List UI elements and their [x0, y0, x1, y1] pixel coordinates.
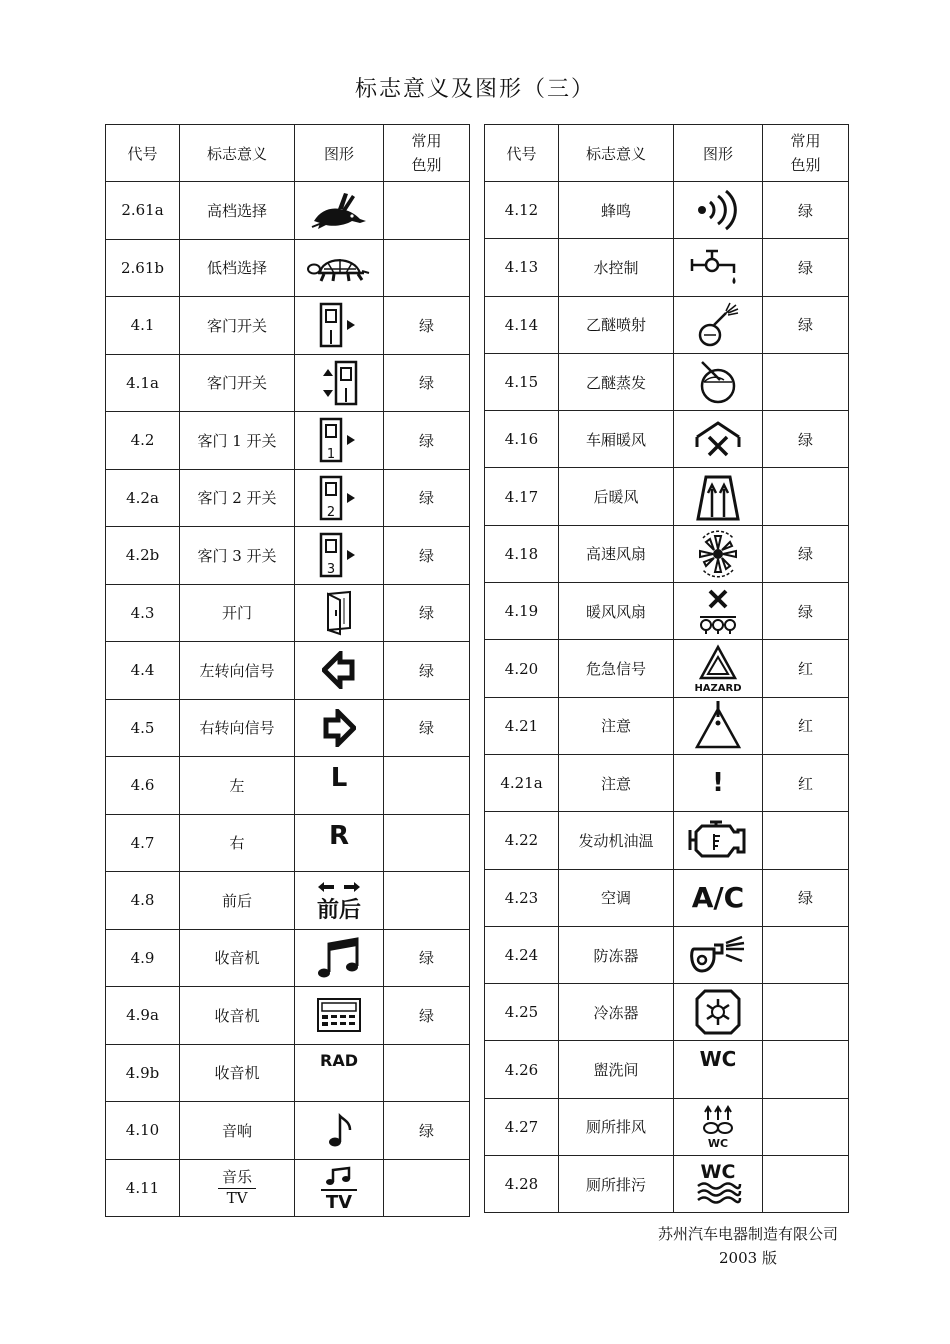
turtle-icon — [306, 249, 372, 287]
row-code: 4.3 — [106, 584, 180, 642]
table-row — [106, 354, 470, 412]
buzzer-icon — [694, 188, 742, 232]
row-meaning: 蜂鸣 — [559, 182, 674, 239]
left-letter-icon: L — [330, 763, 348, 793]
table-row — [485, 640, 849, 697]
row-meaning: 车厢暖风 — [559, 411, 674, 468]
row-figure — [295, 987, 384, 1045]
header-figure: 图形 — [674, 125, 763, 182]
row-code: 4.13 — [485, 239, 559, 296]
svg-text:2: 2 — [326, 504, 336, 520]
row-meaning: 注意 — [559, 697, 674, 754]
row-code: 4.2 — [106, 412, 180, 470]
caution-triangle-icon — [693, 701, 743, 751]
row-code: 4.26 — [485, 1041, 559, 1098]
header-code: 代号 — [106, 125, 180, 182]
rabbit-icon — [308, 189, 370, 231]
table-row — [485, 353, 849, 410]
row-figure — [295, 872, 384, 930]
row-code: 4.4 — [106, 642, 180, 700]
row-color: 红 — [763, 640, 849, 697]
row-meaning — [180, 1159, 295, 1217]
row-code: 4.16 — [485, 411, 559, 468]
row-color — [763, 1098, 849, 1155]
hazard-label: HAZARD — [694, 682, 742, 694]
row-color — [384, 757, 470, 815]
table-row — [106, 527, 470, 585]
radio-panel-icon — [316, 997, 362, 1033]
row-meaning: 客门 3 开关 — [180, 527, 295, 585]
table-row — [485, 411, 849, 468]
row-code: 4.18 — [485, 525, 559, 582]
header-color: 常用 色别 — [384, 125, 470, 182]
row-color — [763, 1156, 849, 1213]
row-meaning: 乙醚喷射 — [559, 296, 674, 353]
hazard-icon — [693, 644, 743, 694]
row-meaning: 右转向信号 — [180, 699, 295, 757]
row-meaning: 右 — [180, 814, 295, 872]
door-3-icon — [319, 532, 359, 578]
row-code: 2.61a — [106, 182, 180, 240]
row-color: 绿 — [384, 354, 470, 412]
table-row — [485, 869, 849, 926]
table-row — [485, 754, 849, 811]
table-row — [106, 1102, 470, 1160]
high-speed-fan-icon — [693, 530, 743, 578]
table-row — [106, 814, 470, 872]
row-code: 4.9b — [106, 1044, 180, 1102]
table-row — [485, 812, 849, 869]
row-meaning: 厕所排污 — [559, 1156, 674, 1213]
row-figure — [674, 353, 763, 410]
row-code: 4.1 — [106, 297, 180, 355]
table-header — [106, 125, 470, 182]
row-meaning: 发动机油温 — [559, 812, 674, 869]
row-figure — [295, 814, 384, 872]
table-header — [485, 125, 849, 182]
row-meaning: 左 — [180, 757, 295, 815]
symbol-table-right — [484, 124, 849, 1213]
row-code: 4.9 — [106, 929, 180, 987]
door-updown-icon — [319, 360, 359, 406]
front-back-label: 前后 — [316, 898, 362, 922]
row-color: 绿 — [763, 583, 849, 640]
edition: 2003 版 — [719, 1249, 777, 1267]
door-arrow-icon — [319, 302, 359, 348]
rear-heater-icon — [696, 473, 740, 521]
tv-label: TV — [325, 1191, 353, 1210]
row-meaning: 开门 — [180, 584, 295, 642]
toilet-sewage-icon — [694, 1160, 742, 1208]
header-color: 常用 色别 — [763, 125, 849, 182]
row-color — [763, 468, 849, 525]
air-conditioning-icon: A/C — [691, 881, 745, 915]
table-row — [106, 412, 470, 470]
footer — [658, 1222, 838, 1270]
eighth-note-icon — [324, 1112, 354, 1148]
row-figure — [674, 984, 763, 1041]
row-color: 绿 — [763, 296, 849, 353]
left-arrow-icon — [322, 651, 356, 689]
table-row — [106, 699, 470, 757]
row-figure — [295, 699, 384, 757]
row-color — [763, 926, 849, 983]
row-color — [384, 1044, 470, 1102]
row-code: 4.23 — [485, 869, 559, 926]
row-code: 4.28 — [485, 1156, 559, 1213]
toilet-exhaust-label: WC — [707, 1136, 729, 1150]
table-row — [485, 239, 849, 296]
row-figure — [295, 929, 384, 987]
row-code: 4.5 — [106, 699, 180, 757]
row-figure — [674, 468, 763, 525]
row-figure — [674, 1098, 763, 1155]
row-code: 4.7 — [106, 814, 180, 872]
row-meaning: 左转向信号 — [180, 642, 295, 700]
table-row — [485, 1041, 849, 1098]
row-figure — [674, 754, 763, 811]
table-row — [485, 583, 849, 640]
row-code: 4.12 — [485, 182, 559, 239]
row-figure — [674, 1041, 763, 1098]
row-meaning: 空调 — [559, 869, 674, 926]
table-row — [106, 182, 470, 240]
door-1-icon — [319, 417, 359, 463]
row-code: 4.14 — [485, 296, 559, 353]
row-meaning: 收音机 — [180, 1044, 295, 1102]
header-code: 代号 — [485, 125, 559, 182]
company-name: 苏州汽车电器制造有限公司 — [657, 1225, 838, 1243]
right-arrow-icon — [322, 709, 356, 747]
row-meaning: 厕所排风 — [559, 1098, 674, 1155]
row-figure — [674, 640, 763, 697]
row-color: 绿 — [384, 469, 470, 527]
door-2-icon — [319, 475, 359, 521]
meaning-bottom: TV — [226, 1189, 248, 1208]
right-letter-icon: R — [328, 820, 350, 851]
heater-fan-icon — [696, 587, 740, 635]
row-color: 绿 — [384, 699, 470, 757]
row-color: 绿 — [763, 411, 849, 468]
toilet-sewage-label: WC — [700, 1161, 736, 1184]
row-color — [384, 1159, 470, 1217]
row-code: 4.21a — [485, 754, 559, 811]
row-meaning: 冷冻器 — [559, 984, 674, 1041]
table-row — [485, 182, 849, 239]
row-color: 绿 — [384, 1102, 470, 1160]
row-code: 4.6 — [106, 757, 180, 815]
svg-text:3: 3 — [326, 562, 336, 578]
music-tv-icon — [319, 1166, 359, 1210]
header-meaning: 标志意义 — [180, 125, 295, 182]
row-code: 4.11 — [106, 1159, 180, 1217]
row-code: 4.8 — [106, 872, 180, 930]
row-meaning: 水控制 — [559, 239, 674, 296]
table-row — [106, 757, 470, 815]
cabin-heater-icon — [693, 419, 743, 459]
header-meaning: 标志意义 — [559, 125, 674, 182]
row-color: 绿 — [384, 929, 470, 987]
row-figure — [295, 1159, 384, 1217]
row-meaning: 暖风风扇 — [559, 583, 674, 640]
row-figure — [295, 757, 384, 815]
row-color: 绿 — [384, 987, 470, 1045]
row-code: 4.25 — [485, 984, 559, 1041]
table-row — [485, 984, 849, 1041]
table-row — [485, 1098, 849, 1155]
exclamation-icon: ! — [712, 768, 724, 799]
table-row — [106, 297, 470, 355]
ether-spray-icon — [696, 301, 740, 349]
row-meaning: 客门 2 开关 — [180, 469, 295, 527]
table-row — [106, 929, 470, 987]
row-color: 绿 — [384, 297, 470, 355]
row-meaning: 防冻器 — [559, 926, 674, 983]
page-title: 标志意义及图形（三） — [354, 77, 595, 102]
row-meaning: 低档选择 — [180, 239, 295, 297]
music-note-icon — [317, 936, 361, 980]
ether-evaporate-icon — [696, 358, 740, 406]
row-color — [384, 814, 470, 872]
row-figure — [674, 239, 763, 296]
row-color: 绿 — [763, 869, 849, 926]
table-row — [485, 525, 849, 582]
header-figure: 图形 — [295, 125, 384, 182]
row-color — [763, 1041, 849, 1098]
row-meaning: 乙醚蒸发 — [559, 353, 674, 410]
row-color — [384, 182, 470, 240]
row-figure — [295, 469, 384, 527]
row-figure — [674, 926, 763, 983]
row-figure — [674, 583, 763, 640]
row-color: 绿 — [763, 182, 849, 239]
row-color: 绿 — [384, 412, 470, 470]
table-row — [485, 468, 849, 525]
row-meaning: 音响 — [180, 1102, 295, 1160]
row-meaning: 盥洗间 — [559, 1041, 674, 1098]
table-row — [106, 1044, 470, 1102]
row-code: 4.15 — [485, 353, 559, 410]
row-figure — [295, 412, 384, 470]
row-figure — [674, 296, 763, 353]
row-meaning: 注意 — [559, 754, 674, 811]
row-color — [763, 812, 849, 869]
toilet-exhaust-icon — [698, 1104, 738, 1150]
row-meaning: 前后 — [180, 872, 295, 930]
row-color: 绿 — [384, 527, 470, 585]
row-meaning: 收音机 — [180, 987, 295, 1045]
row-meaning: 高档选择 — [180, 182, 295, 240]
row-color: 绿 — [763, 239, 849, 296]
row-color: 绿 — [384, 642, 470, 700]
row-meaning: 客门开关 — [180, 354, 295, 412]
row-meaning: 收音机 — [180, 929, 295, 987]
row-code: 4.22 — [485, 812, 559, 869]
row-figure — [295, 1044, 384, 1102]
row-figure — [674, 182, 763, 239]
front-back-icon — [314, 879, 364, 921]
row-figure — [674, 1156, 763, 1213]
row-figure — [295, 297, 384, 355]
antifreeze-icon — [688, 935, 748, 975]
row-code: 4.9a — [106, 987, 180, 1045]
row-color: 红 — [763, 697, 849, 754]
row-code: 2.61b — [106, 239, 180, 297]
table-row — [106, 239, 470, 297]
svg-text:1: 1 — [326, 447, 336, 463]
row-meaning: 后暖风 — [559, 468, 674, 525]
row-figure — [295, 354, 384, 412]
row-code: 4.20 — [485, 640, 559, 697]
row-figure — [295, 642, 384, 700]
row-color — [763, 353, 849, 410]
row-code: 4.2b — [106, 527, 180, 585]
row-figure — [674, 869, 763, 926]
row-color — [384, 872, 470, 930]
table-row — [106, 872, 470, 930]
row-code: 4.27 — [485, 1098, 559, 1155]
row-code: 4.2a — [106, 469, 180, 527]
meaning-top: 音乐 — [218, 1168, 256, 1189]
row-figure — [674, 697, 763, 754]
table-row — [485, 697, 849, 754]
rad-label-icon: RAD — [320, 1050, 358, 1070]
row-figure — [295, 584, 384, 642]
table-row — [106, 642, 470, 700]
row-code: 4.24 — [485, 926, 559, 983]
table-row — [485, 926, 849, 983]
row-meaning: 客门 1 开关 — [180, 412, 295, 470]
row-code: 4.10 — [106, 1102, 180, 1160]
row-color: 红 — [763, 754, 849, 811]
row-color — [384, 239, 470, 297]
row-color: 绿 — [384, 584, 470, 642]
row-figure — [674, 411, 763, 468]
row-figure — [295, 239, 384, 297]
row-meaning: 危急信号 — [559, 640, 674, 697]
open-door-icon — [322, 590, 356, 636]
row-color: 绿 — [763, 525, 849, 582]
row-code: 4.1a — [106, 354, 180, 412]
table-row — [485, 1156, 849, 1213]
symbol-table-left — [105, 124, 470, 1217]
water-tap-icon — [690, 247, 746, 287]
row-figure — [295, 1102, 384, 1160]
engine-oil-temp-icon — [688, 820, 748, 860]
row-code: 4.21 — [485, 697, 559, 754]
table-row — [485, 296, 849, 353]
row-color — [763, 984, 849, 1041]
row-figure — [674, 525, 763, 582]
music-tv-fraction — [218, 1168, 256, 1207]
row-figure — [674, 812, 763, 869]
row-code: 4.19 — [485, 583, 559, 640]
table-row — [106, 987, 470, 1045]
table-row — [106, 469, 470, 527]
row-meaning: 客门开关 — [180, 297, 295, 355]
row-code: 4.17 — [485, 468, 559, 525]
table-row — [106, 1159, 470, 1217]
washroom-icon: WC — [699, 1047, 737, 1072]
table-row — [106, 584, 470, 642]
row-meaning: 高速风扇 — [559, 525, 674, 582]
row-figure — [295, 182, 384, 240]
row-figure — [295, 527, 384, 585]
freezer-icon — [695, 989, 741, 1035]
